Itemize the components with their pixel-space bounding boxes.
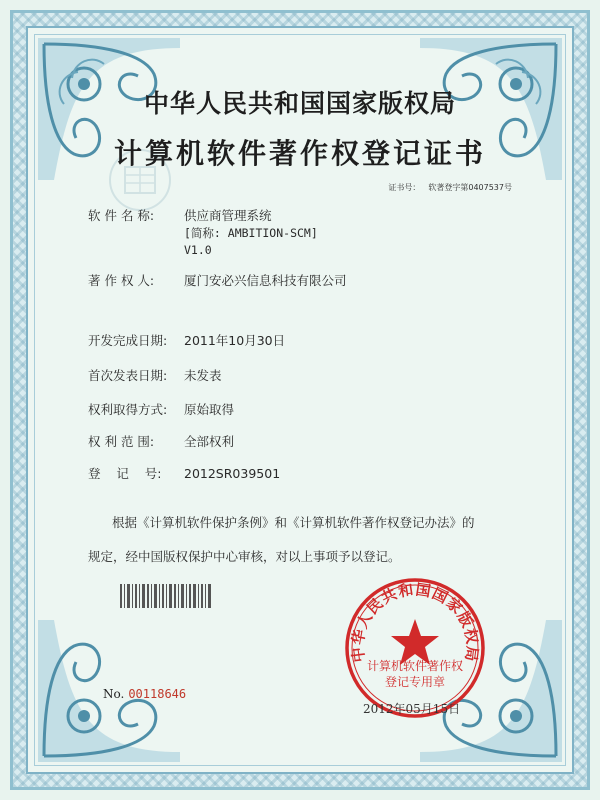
registration-number-row (88, 464, 280, 482)
issuer-title: 中华人民共和国国家版权局 (143, 89, 456, 118)
certificate-number-label: 证书号： (388, 183, 421, 192)
statement-line: 根据《计算机软件保护条例》和《计算机软件著作权登记办法》的 (112, 515, 475, 530)
certificate-number-value: 软著登字第0407537号 (428, 183, 512, 192)
publish-date-label: 首次发表日期: (88, 368, 168, 383)
seal-line-1: 计算机软件著作权 (366, 659, 463, 673)
software-short-name-value: [简称: AMBITION-SCM] (184, 226, 318, 240)
software-short-name-row (88, 225, 318, 241)
seal-ring-text: 中华人民共和国国家版权局 (348, 580, 482, 664)
software-version-row (88, 242, 212, 257)
software-name-row (88, 206, 272, 224)
rights-scope-value: 全部权利 (184, 434, 235, 449)
software-name-value: 供应商管理系统 (184, 208, 272, 223)
registration-number-label: 登 记 号: (88, 466, 162, 481)
acquire-method-label: 权利取得方式: (88, 402, 168, 417)
serial-number (103, 687, 186, 701)
certificate-number (388, 182, 512, 193)
registration-number-value: 2012SR039501 (184, 466, 281, 481)
owner-row (88, 271, 347, 289)
owner-label: 著 作 权 人: (88, 273, 155, 288)
dev-date-value: 2011年10月30日 (184, 333, 286, 348)
publish-date-value: 未发表 (184, 368, 222, 383)
publish-date-row (88, 366, 222, 384)
issue-date: 2012年05月15日 (363, 702, 461, 716)
rights-scope-row (88, 432, 234, 450)
acquire-method-value: 原始取得 (184, 402, 235, 417)
rights-scope-label: 权 利 范 围: (88, 434, 155, 449)
acquire-method-row (88, 400, 234, 418)
serial-number-value: 00118646 (128, 687, 187, 701)
statement-paragraph (88, 506, 548, 574)
software-version-value: V1.0 (184, 243, 212, 257)
seal-line-2: 登记专用章 (384, 675, 445, 689)
dev-date-row (88, 331, 285, 349)
dev-date-label: 开发完成日期: (88, 333, 168, 348)
software-name-label: 软 件 名 称: (88, 208, 155, 223)
certificate-title: 计算机软件著作权登记证书 (113, 137, 486, 170)
barcode-icon (120, 584, 212, 608)
statement-line: 规定，经中国版权保护中心审核，对以上事项予以登记。 (88, 549, 401, 564)
serial-number-label: No. (103, 687, 125, 701)
owner-value: 厦门安必兴信息科技有限公司 (184, 273, 347, 288)
